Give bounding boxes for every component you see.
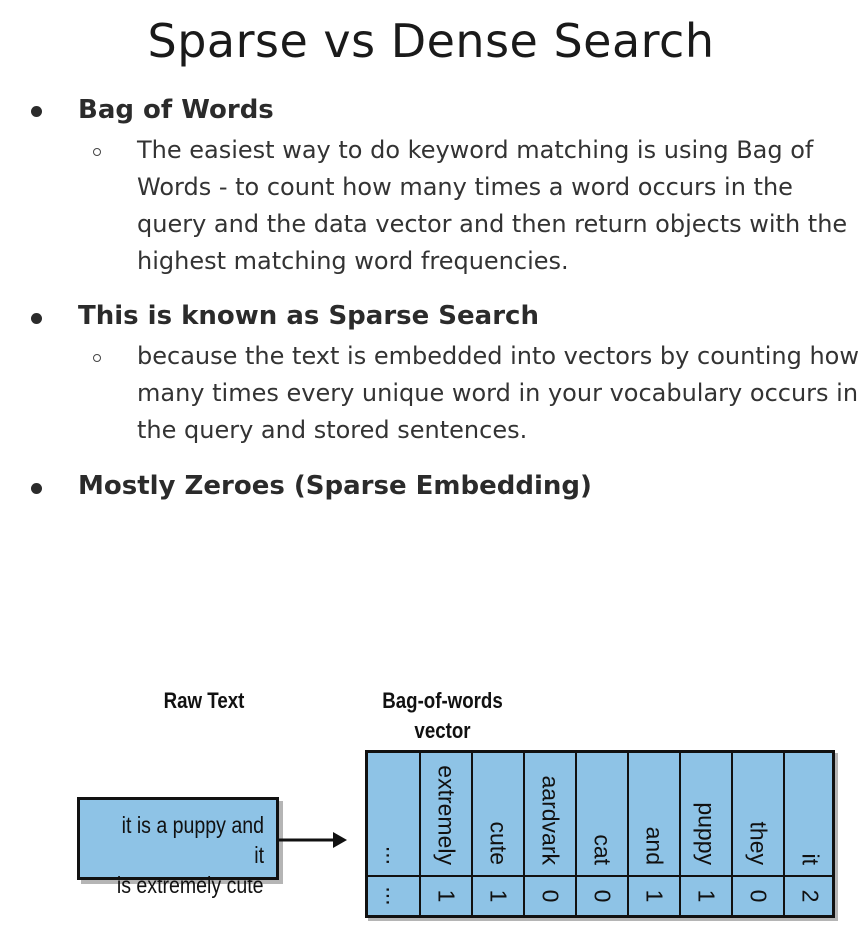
- vector-column-divider: [471, 753, 473, 915]
- vector-column: [732, 753, 784, 915]
- right-arrow-icon: [279, 825, 349, 855]
- bullet-text-bag-of-words: The easiest way to do keyword matching is using Bag of Words - to count how many times a word occurs in the query and the data vector and then return objects with the highest matching word frequencies.: [137, 136, 848, 275]
- vector-count-cell: [784, 877, 836, 915]
- vector-column-divider: [419, 753, 421, 915]
- vector-count-cell: [472, 877, 524, 915]
- vector-word-cell: [628, 753, 680, 875]
- vector-column: [576, 753, 628, 915]
- vector-column: [524, 753, 576, 915]
- vector-count: 1: [693, 889, 720, 903]
- vector-word: it: [797, 853, 824, 865]
- vector-count-cell: [628, 877, 680, 915]
- vector-column-divider: [575, 753, 577, 915]
- bullet-dot: [31, 313, 42, 324]
- vector-count-cell: [420, 877, 472, 915]
- raw-text-box: [77, 797, 279, 898]
- vector-word: cute: [485, 821, 512, 865]
- vector-count: ...: [381, 886, 408, 906]
- vector-column: [628, 753, 680, 915]
- vector-count-cell: [368, 877, 420, 915]
- raw-text-label: Raw Text: [163, 688, 245, 713]
- vector-column: [368, 753, 420, 915]
- vector-count-cell: [732, 877, 784, 915]
- vector-word-cell: [524, 753, 576, 875]
- vector-count: 1: [433, 889, 460, 903]
- vector-count: 0: [537, 889, 564, 903]
- bullet-heading-sparse-search: This is known as Sparse Search: [78, 301, 539, 331]
- raw-text-line2: is extremely cute: [117, 872, 264, 898]
- vector-word-cell: [576, 753, 628, 875]
- vector-word-cell: [368, 753, 420, 875]
- vector-word-cell: [680, 753, 732, 875]
- vector-word-cell: [420, 753, 472, 875]
- vector-column: [784, 753, 836, 915]
- vector-count: 0: [589, 889, 616, 903]
- vector-word: aardvark: [537, 775, 564, 865]
- bag-of-words-vector: [365, 750, 835, 918]
- vector-column-divider: [783, 753, 785, 915]
- bullet-dot: [31, 483, 42, 494]
- vector-column-divider: [523, 753, 525, 915]
- vector-word-cell: [732, 753, 784, 875]
- page-title: Sparse vs Dense Search: [147, 14, 715, 68]
- vector-column-divider: [731, 753, 733, 915]
- vector-count: 1: [485, 889, 512, 903]
- bullet-heading-bag-of-words: Bag of Words: [78, 95, 274, 125]
- vector-word: they: [745, 821, 772, 865]
- vector-column: [472, 753, 524, 915]
- vector-count: 1: [641, 889, 668, 903]
- vector-word-cell: [784, 753, 836, 875]
- bullet-dot: [31, 106, 42, 117]
- vector-word: ...: [381, 845, 408, 865]
- sub-bullet-circle: [93, 148, 101, 156]
- vector-column: [680, 753, 732, 915]
- vector-word: cat: [589, 834, 616, 865]
- vector-label-line2: vector: [414, 718, 471, 743]
- vector-word: and: [641, 826, 668, 865]
- raw-text-line1: it is a puppy and it: [121, 812, 264, 868]
- vector-count: 2: [797, 889, 824, 903]
- vector-count-cell: [524, 877, 576, 915]
- vector-column-divider: [627, 753, 629, 915]
- vector-count: 0: [745, 889, 772, 903]
- bullet-text-sparse-search: because the text is embedded into vectors by counting how many times every unique word in your vocabulary occurs in the query and stored sentences.: [137, 342, 859, 444]
- vector-word: extremely: [433, 765, 460, 865]
- vector-column: [420, 753, 472, 915]
- vector-word-cell: [472, 753, 524, 875]
- vector-column-divider: [679, 753, 681, 915]
- vector-word: puppy: [693, 802, 720, 865]
- sub-bullet-circle: [93, 354, 101, 362]
- vector-count-cell: [680, 877, 732, 915]
- vector-label-line1: Bag-of-words: [382, 688, 503, 713]
- bullet-heading-sparse-embedding: Mostly Zeroes (Sparse Embedding): [78, 471, 592, 501]
- vector-count-cell: [576, 877, 628, 915]
